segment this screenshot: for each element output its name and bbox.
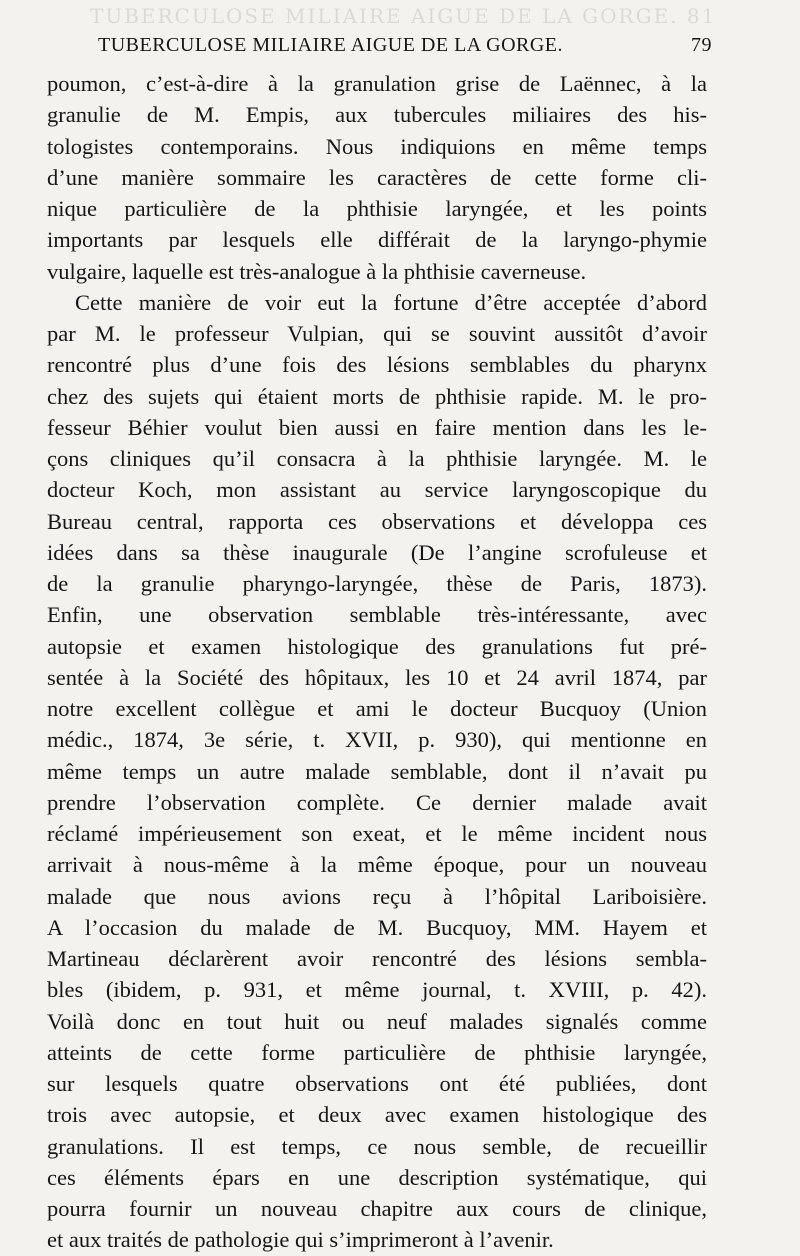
running-header: [98, 34, 712, 64]
text-line: chez des sujets qui étaient morts de phthisie rapide. M. le pro-: [47, 383, 707, 409]
text-line: arrivait à nous-même à la même époque, pour un nouveau: [47, 852, 707, 878]
text-line: malade que nous avions reçu à l’hôpital Lariboisière.: [47, 883, 707, 909]
text-line: autopsie et examen histologique des granulations fut pré-: [47, 633, 707, 659]
text-line: notre excellent collègue et ami le docteur Bucquoy (Union: [47, 696, 707, 721]
text-line: vulgaire, laquelle est très-analogue à la phthisie caverneuse.: [47, 258, 587, 284]
text-line: granulations. Il est temps, ce nous semble, de recueillir: [47, 1133, 707, 1159]
text-line: trois avec autopsie, et deux avec examen histologique des: [47, 1102, 707, 1128]
text-line: sur lesquels quatre observations ont été publiées, dont: [47, 1071, 707, 1096]
text-line: bles (ibidem, p. 931, et même journal, t. XVIII, p. 42).: [47, 977, 707, 1003]
text-line: et aux traités de pathologie qui s’imprimeront à l’avenir.: [47, 1227, 554, 1253]
text-line: fesseur Béhier voulut bien aussi en faire mention dans les le-: [47, 414, 707, 440]
text-line: réclamé impérieusement son exeat, et le même incident nous: [47, 821, 707, 846]
text-line: atteints de cette forme particulière de phthisie laryngée,: [47, 1039, 707, 1065]
text-line: granulie de M. Empis, aux tubercules miliaires des his-: [47, 102, 707, 128]
text-line: ces éléments épars en une description systématique, qui: [47, 1164, 707, 1190]
text-line: Martineau déclarèrent avoir rencontré des lésions sembla-: [47, 946, 707, 971]
page-number: 79: [691, 34, 712, 56]
text-line: nique particulière de la phthisie laryngée, et les points: [47, 196, 707, 221]
text-line: Enfin, une observation semblable très-intéressante, avec: [47, 602, 707, 628]
header-title: TUBERCULOSE MILIAIRE AIGUE DE LA GORGE.: [98, 34, 564, 56]
text-line: poumon, c’est-à-dire à la granulation grise de Laënnec, à la: [47, 71, 707, 96]
text-line: docteur Koch, mon assistant au service laryngoscopique du: [47, 477, 707, 503]
text-line: Voilà donc en tout huit ou neuf malades signalés comme: [47, 1008, 707, 1034]
text-line: çons cliniques qu’il consacra à la phthisie laryngée. M. le: [47, 446, 707, 471]
body-text: [47, 68, 707, 1256]
text-line: même temps un autre malade semblable, dont il n’avait pu: [47, 758, 707, 784]
text-line: importants par lesquels elle différait de la laryngo-phymie: [47, 227, 707, 253]
text-line: A l’occasion du malade de M. Bucquoy, MM. Hayem et: [47, 914, 707, 940]
text-line: de la granulie pharyngo-laryngée, thèse de Paris, 1873).: [47, 571, 707, 596]
paragraph-start-line: Cette manière de voir eut la fortune d’être acceptée d’abord: [75, 289, 707, 315]
text-line: sentée à la Société des hôpitaux, les 10 et 24 avril 1874, par: [47, 664, 707, 690]
text-line: prendre l’observation complète. Ce dernier malade avait: [47, 789, 707, 815]
text-line: d’une manière sommaire les caractères de cette forme cli-: [47, 164, 707, 190]
text-line: médic., 1874, 3e série, t. XVII, p. 930), qui mentionne en: [47, 727, 707, 753]
bleed-through-text: TUBERCULOSE MILIAIRE AIGUE DE LA GORGE. 81: [90, 4, 717, 28]
text-line: tologistes contemporains. Nous indiquions en même temps: [47, 133, 707, 159]
text-line: idées dans sa thèse inaugurale (De l’angine scrofuleuse et: [47, 539, 707, 565]
text-line: pourra fournir un nouveau chapitre aux cours de clinique,: [47, 1196, 707, 1221]
text-line: par M. le professeur Vulpian, qui se souvint aussitôt d’avoir: [47, 321, 707, 346]
text-line: rencontré plus d’une fois des lésions semblables du pharynx: [47, 352, 707, 378]
text-line: Bureau central, rapporta ces observations et développa ces: [47, 508, 707, 534]
